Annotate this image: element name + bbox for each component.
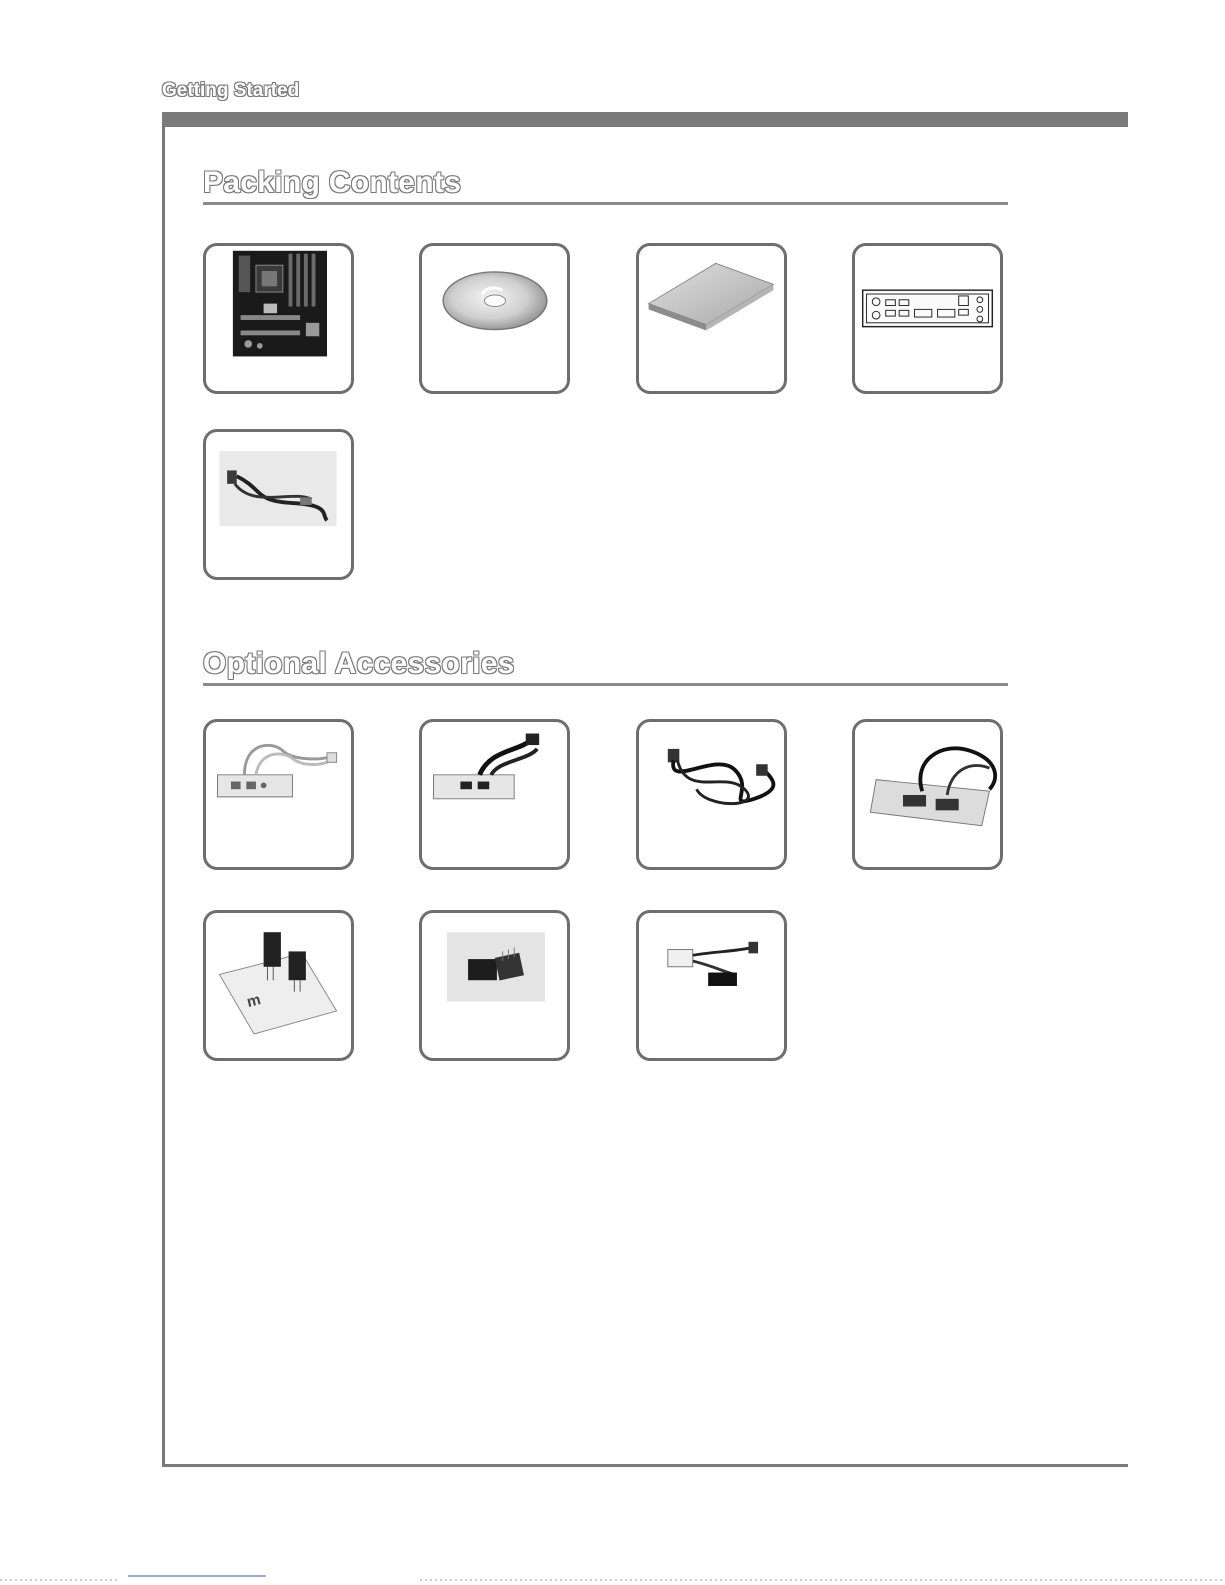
optional-accessories-rule bbox=[203, 683, 1008, 686]
driver-dvd-image bbox=[419, 243, 570, 394]
io-shield-image bbox=[852, 243, 1003, 394]
svg-text:m: m bbox=[245, 991, 263, 1011]
power-cable-image bbox=[636, 910, 787, 1061]
esata-cable-image bbox=[636, 719, 787, 870]
m-connector-image bbox=[203, 910, 354, 1061]
packing-contents-title: Packing Contents bbox=[203, 166, 462, 199]
usb3-bracket-image bbox=[419, 719, 570, 870]
sata-cable-image bbox=[203, 429, 354, 580]
left-margin-rule bbox=[162, 112, 165, 1467]
esata-bracket-image bbox=[852, 719, 1003, 870]
usb3-adapter-image bbox=[419, 910, 570, 1061]
header-bar bbox=[162, 112, 1128, 127]
optional-accessories-title: Optional Accessories bbox=[203, 647, 515, 680]
footer-strip bbox=[0, 1570, 1225, 1585]
user-manual-image bbox=[636, 243, 787, 394]
motherboard-image bbox=[203, 243, 354, 394]
chapter-label: Getting Started bbox=[162, 80, 300, 101]
bottom-rule bbox=[162, 1464, 1128, 1467]
usb-bracket-image bbox=[203, 719, 354, 870]
packing-contents-rule bbox=[203, 202, 1008, 205]
